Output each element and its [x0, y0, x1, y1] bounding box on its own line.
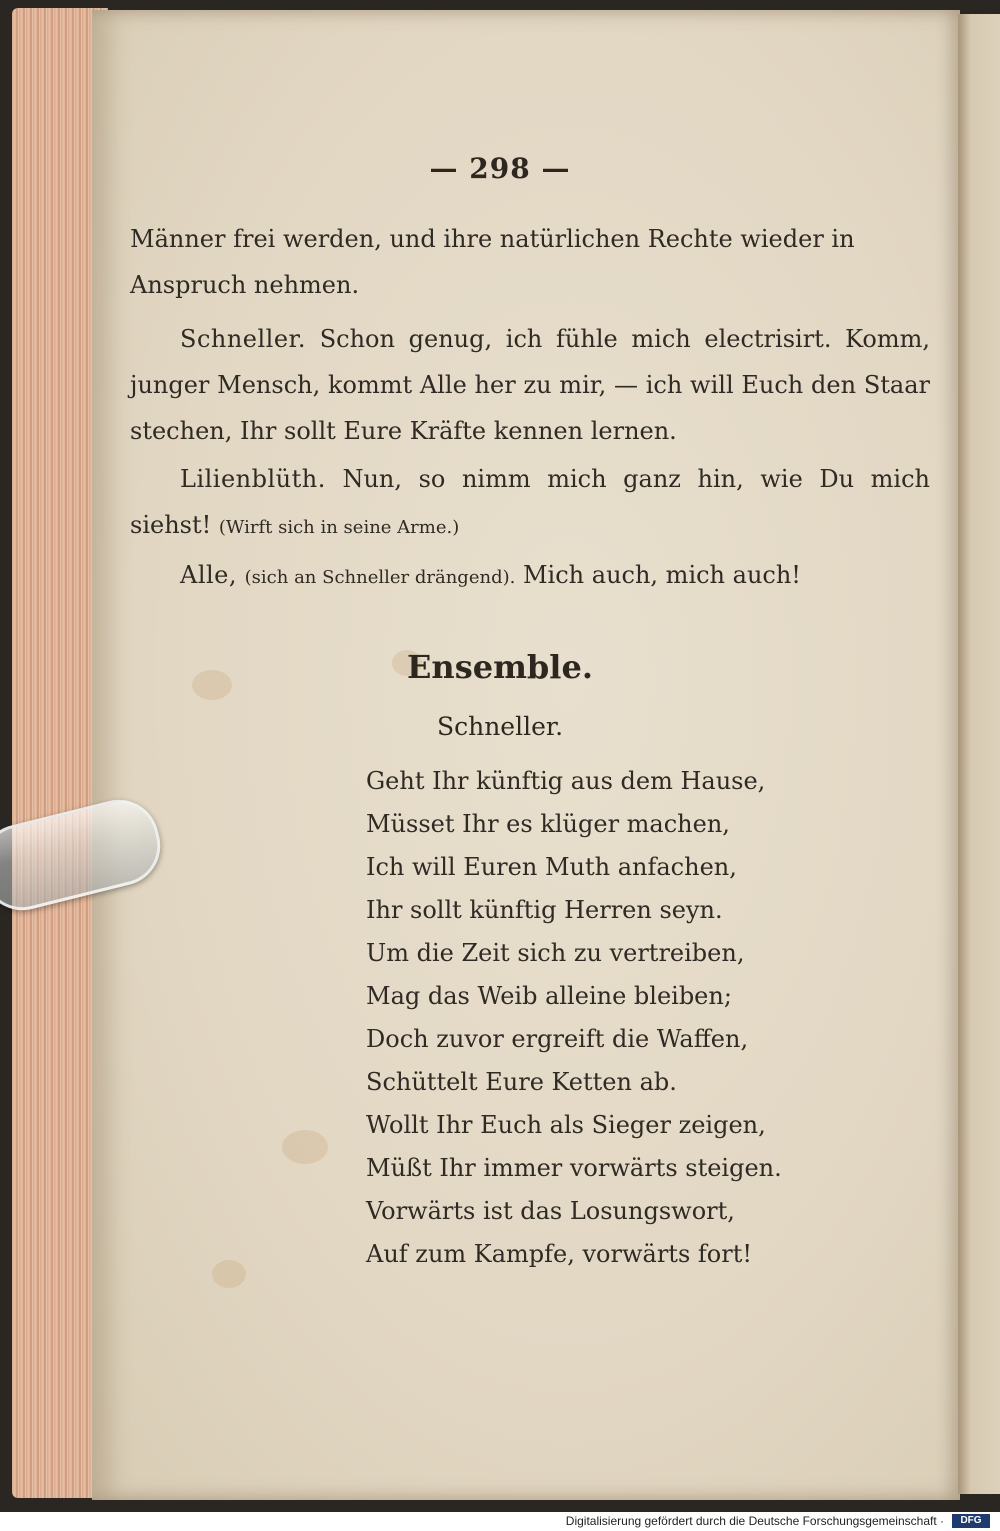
stage-direction: (sich an Schneller drängend).	[244, 567, 516, 588]
verse-line: Ich will Euren Muth anfachen,	[366, 853, 737, 881]
ensemble-speaker: Schneller.	[436, 712, 564, 741]
dialogue-text: Nun, so nimm mich ganz hin, wie Du mich siehst!	[130, 465, 930, 539]
next-page-edge	[958, 14, 1000, 1494]
verse-line: Geht Ihr künftig aus dem Hause,	[366, 767, 766, 795]
verse-line: Schüttelt Eure Ketten ab.	[366, 1068, 677, 1096]
verse-block	[366, 760, 926, 1276]
paragraph-alle	[130, 552, 930, 601]
verse-line: Müßt Ihr immer vorwärts steigen.	[366, 1154, 782, 1182]
page-number: — 298 —	[429, 152, 571, 185]
speaker-name: Schneller.	[180, 325, 307, 353]
speaker-name: Lilienblüth.	[180, 465, 326, 493]
dialogue-text: Mich auch, mich auch!	[522, 561, 801, 589]
funding-notice: Digitalisierung gefördert durch die Deutsche Forschungsgemeinschaft ·	[565, 1514, 944, 1528]
verse-line: Um die Zeit sich zu vertreiben,	[366, 939, 745, 967]
dfg-logo: DFG	[952, 1514, 990, 1528]
stage-direction: (Wirft sich in seine Arme.)	[218, 517, 460, 538]
verse-line: Doch zuvor ergreift die Waffen,	[366, 1025, 749, 1053]
footer-bar	[0, 1512, 1000, 1531]
paragraph-lilienbluth	[130, 456, 930, 551]
verse-line: Vorwärts ist das Losungswort,	[366, 1197, 735, 1225]
dialogue-text: Schon genug, ich fühle mich electrisirt. Komm, junger Mensch, kommt Alle her zu mir, — ich will Euch den Staar stechen, Ihr sollt Eure Kräfte kennen lernen.	[130, 325, 930, 445]
verse-line: Ihr sollt künftig Herren seyn.	[366, 896, 723, 924]
verse-line: Mag das Weib alleine bleiben;	[366, 982, 732, 1010]
text-line: Anspruch nehmen.	[130, 271, 360, 299]
verse-line: Auf zum Kampfe, vorwärts fort!	[366, 1240, 752, 1268]
verse-line: Müsset Ihr es klüger machen,	[366, 810, 730, 838]
section-heading: Ensemble.	[407, 648, 593, 686]
paper-stain	[212, 1260, 246, 1288]
speaker-name: Alle,	[180, 561, 238, 589]
paragraph-continuation	[130, 216, 930, 308]
paragraph-schneller	[130, 316, 930, 454]
text-line: Männer frei werden, und ihre natürlichen Rechte wieder in	[130, 225, 855, 253]
paper-stain	[282, 1130, 328, 1164]
verse-line: Wollt Ihr Euch als Sieger zeigen,	[366, 1111, 766, 1139]
